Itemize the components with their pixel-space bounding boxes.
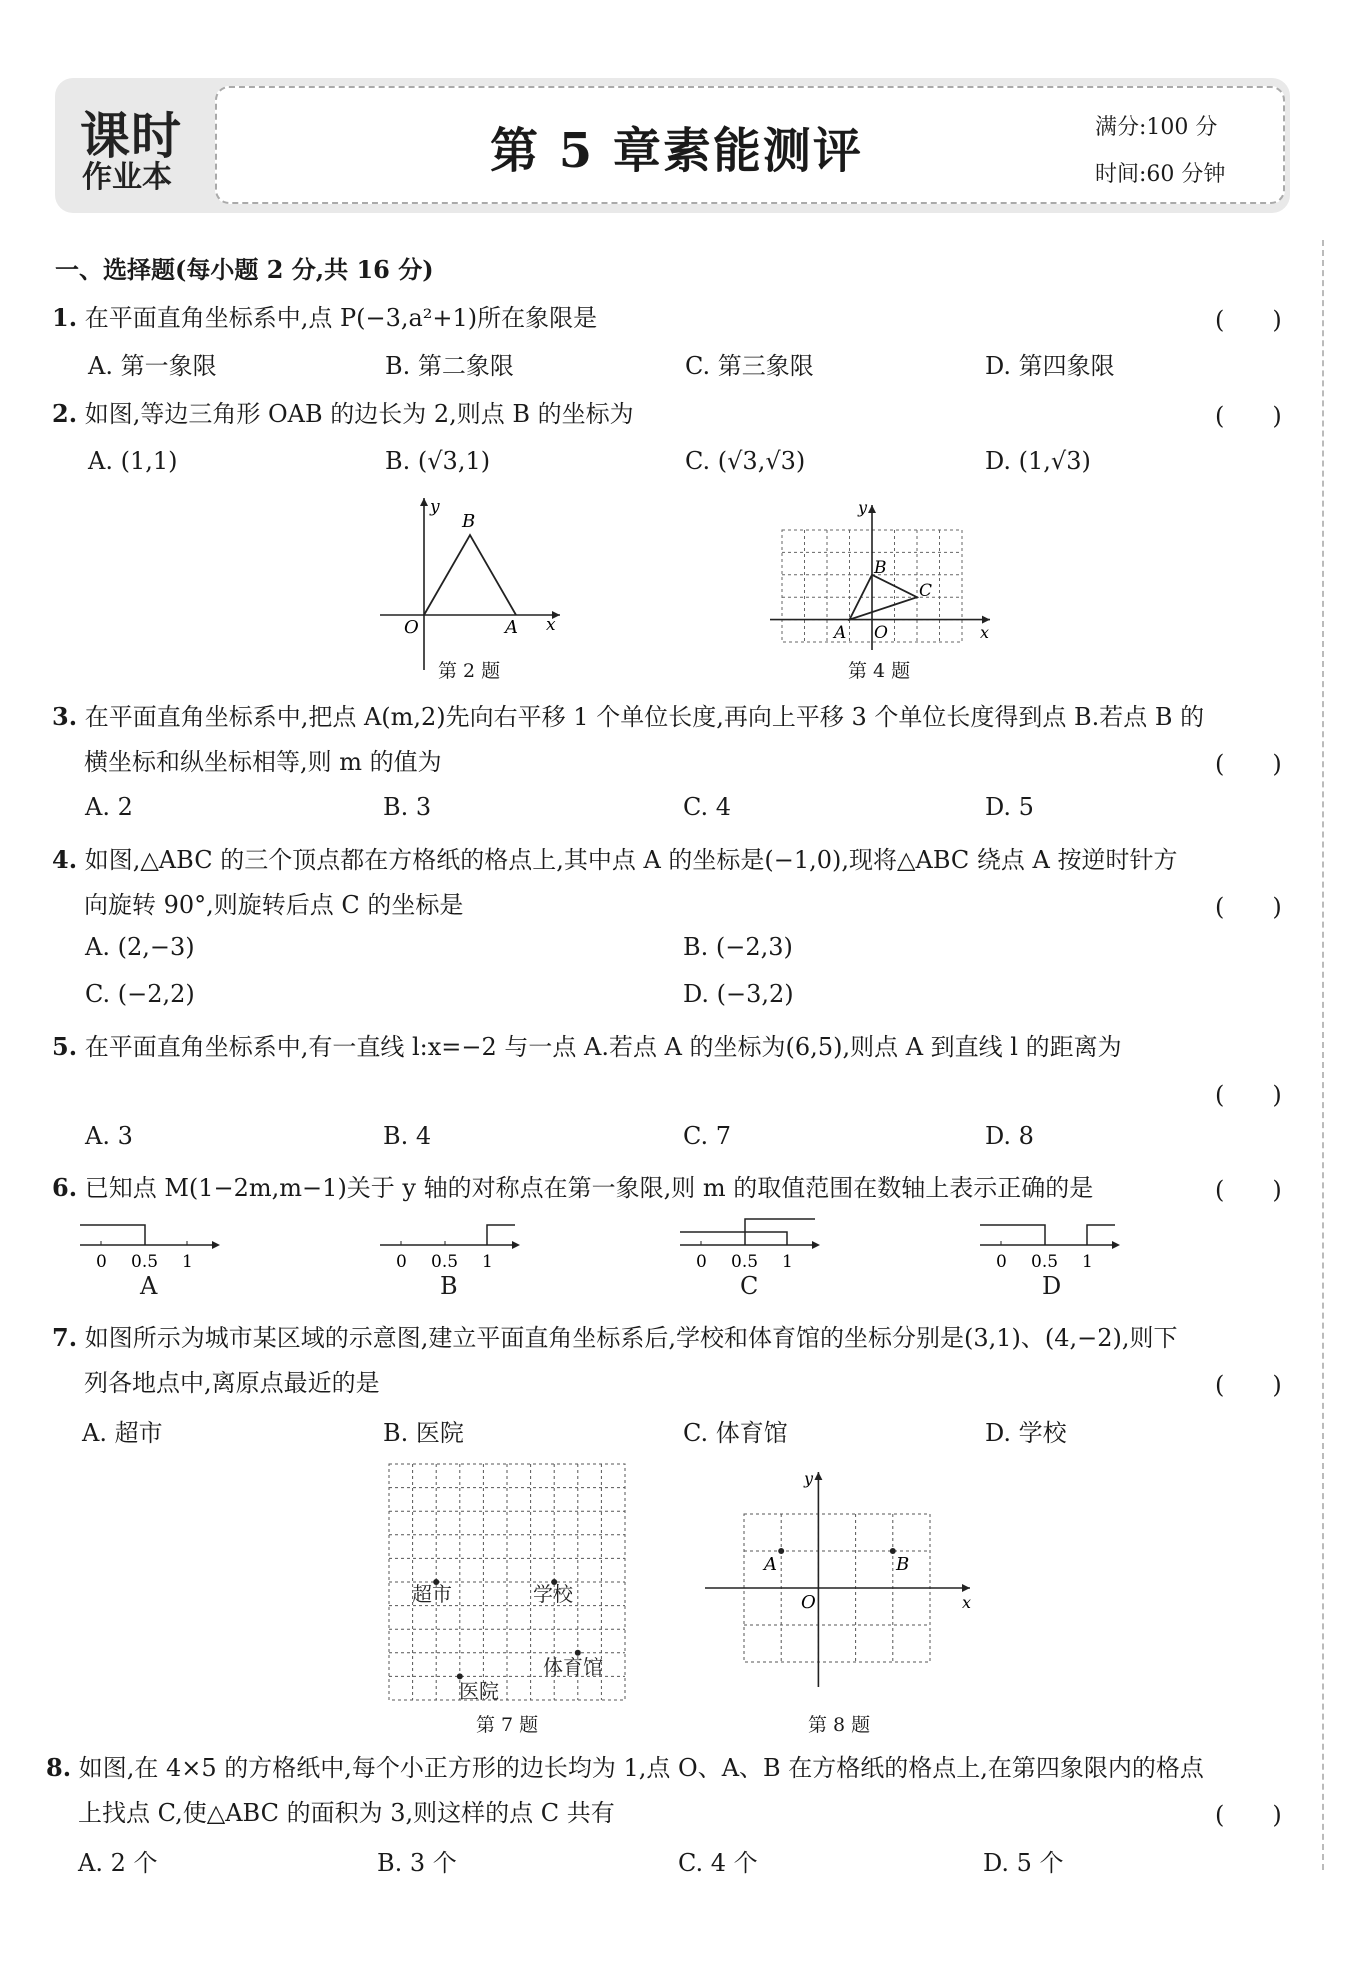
option-a[interactable]: A. 2 (85, 793, 133, 821)
y-label: y (430, 497, 440, 517)
question-2 (52, 394, 634, 429)
question-number: 5. (52, 1032, 78, 1061)
option-a[interactable]: A. 超市 (82, 1419, 163, 1447)
option-d[interactable]: D. (1,√3) (985, 447, 1091, 475)
option-a[interactable]: A. (2,−3) (85, 933, 195, 961)
x-arrow (962, 1584, 970, 1592)
figure-caption: 第 7 题 (476, 1714, 539, 1736)
option-b[interactable]: B. 医院 (383, 1419, 464, 1447)
question-number: 4. (52, 845, 78, 874)
svg-text:0: 0 (396, 1252, 407, 1270)
answer-blank[interactable]: ( ) (1215, 306, 1282, 334)
question-text-cont: 向旋转 90°,则旋转后点 C 的坐标是 (84, 891, 464, 919)
point-b-label: B (874, 558, 887, 578)
question-number: 3. (52, 702, 78, 731)
option-c[interactable]: C. (−2,2) (85, 980, 195, 1008)
x-label: x (546, 615, 556, 635)
numberline-option-b[interactable] (375, 1208, 525, 1270)
option-d[interactable]: D. 5 (985, 793, 1034, 821)
figure-caption: 第 4 题 (848, 660, 911, 682)
point-b (890, 1548, 896, 1554)
question-text: 在平面直角坐标系中,有一直线 l:x=−2 与一点 A.若点 A 的坐标为(6,5),则点 A 到直线 l 的距离为 (84, 1033, 1122, 1061)
point-a (778, 1548, 784, 1554)
time-limit: 时间:60 分钟 (1095, 162, 1226, 187)
option-d[interactable]: D. 第四象限 (985, 352, 1115, 380)
question-1 (52, 298, 597, 333)
question-number: 2. (52, 399, 78, 428)
point-a-label: A (505, 617, 518, 638)
answer-blank[interactable]: ( ) (1215, 750, 1282, 778)
option-d[interactable]: D. 5 个 (983, 1849, 1064, 1877)
option-c[interactable]: C. 7 (683, 1122, 732, 1150)
option-c[interactable]: C. (√3,√3) (685, 447, 806, 475)
svg-text:1: 1 (782, 1252, 793, 1270)
y-arrow (420, 498, 428, 506)
point-b-label: B (896, 1554, 910, 1575)
figure-caption: 第 8 题 (808, 1714, 871, 1736)
option-c[interactable]: C. 4 个 (678, 1849, 758, 1877)
numberline-label-b: B (440, 1272, 458, 1300)
answer-blank[interactable]: ( ) (1215, 893, 1282, 921)
question-5 (52, 1027, 1122, 1062)
logo-text: 课时 (80, 107, 182, 165)
svg-text:0.5: 0.5 (731, 1252, 759, 1270)
figure-q8 (700, 1462, 980, 1702)
question-6 (52, 1168, 1093, 1203)
answer-blank[interactable]: ( ) (1215, 1371, 1282, 1399)
full-score: 满分:100 分 (1095, 115, 1218, 140)
question-number: 8. (46, 1753, 72, 1782)
triangle-oab (424, 535, 516, 615)
triangle-abc (850, 575, 918, 620)
question-text-cont: 上找点 C,使△ABC 的面积为 3,则这样的点 C 共有 (78, 1799, 615, 1827)
option-b[interactable]: B. (√3,1) (385, 447, 491, 475)
answer-blank[interactable]: ( ) (1215, 1081, 1282, 1109)
figure-q4 (760, 495, 1000, 655)
option-c[interactable]: C. 体育馆 (683, 1419, 788, 1447)
svg-text:0: 0 (696, 1252, 707, 1270)
question-4 (52, 840, 1178, 875)
y-label: y (804, 1469, 814, 1488)
question-text-cont: 横坐标和纵坐标相等,则 m 的值为 (84, 748, 442, 776)
svg-text:0: 0 (996, 1252, 1007, 1270)
numberline-option-a[interactable] (75, 1208, 225, 1270)
question-text: 在平面直角坐标系中,点 P(−3,a²+1)所在象限是 (84, 304, 598, 332)
point-a-label: A (764, 1554, 777, 1575)
answer-blank[interactable]: ( ) (1215, 1176, 1282, 1204)
option-b[interactable]: B. 3 (383, 793, 432, 821)
option-d[interactable]: D. 学校 (985, 1419, 1067, 1447)
margin-divider (1322, 240, 1324, 1870)
question-3 (52, 697, 1204, 732)
svg-text:0.5: 0.5 (431, 1252, 459, 1270)
question-number: 6. (52, 1173, 78, 1202)
option-a[interactable]: A. 2 个 (78, 1849, 158, 1877)
svg-text:0: 0 (96, 1252, 107, 1270)
y-arrow (868, 505, 876, 513)
option-a[interactable]: A. (1,1) (88, 447, 178, 475)
y-arrow (814, 1472, 822, 1480)
option-b[interactable]: B. 第二象限 (385, 352, 514, 380)
point-o-label: O (404, 617, 419, 638)
question-8 (46, 1748, 1204, 1783)
option-d[interactable]: D. 8 (985, 1122, 1034, 1150)
svg-text:1: 1 (1082, 1252, 1093, 1270)
page-title: 第 5 章素能测评 (490, 123, 863, 179)
numberline-option-d[interactable] (975, 1208, 1125, 1270)
point-a-label: A (834, 623, 847, 643)
point-o-label: O (874, 623, 888, 643)
svg-text:1: 1 (182, 1252, 193, 1270)
option-c[interactable]: C. 第三象限 (685, 352, 814, 380)
school-label: 学校 (533, 1582, 573, 1606)
x-label: x (980, 623, 990, 642)
logo-subtext: 作业本 (82, 160, 172, 195)
svg-text:0.5: 0.5 (131, 1252, 159, 1270)
option-b[interactable]: B. 4 (383, 1122, 432, 1150)
option-b[interactable]: B. (−2,3) (683, 933, 793, 961)
stadium-label: 体育馆 (543, 1655, 603, 1679)
numberline-label-c: C (740, 1272, 759, 1300)
point-o-label: O (801, 1592, 816, 1613)
svg-text:0.5: 0.5 (1031, 1252, 1059, 1270)
question-text: 已知点 M(1−2m,m−1)关于 y 轴的对称点在第一象限,则 m 的取值范围在数轴上表示正确的是 (84, 1174, 1094, 1202)
y-label: y (858, 498, 868, 517)
point-b-label: B (462, 511, 476, 532)
question-text: 在平面直角坐标系中,把点 A(m,2)先向右平移 1 个单位长度,再向上平移 3 个单位长度得到点 B.若点 B 的 (84, 703, 1205, 731)
numberline-label-d: D (1042, 1272, 1062, 1300)
question-text: 如图所示为城市某区域的示意图,建立平面直角坐标系后,学校和体育馆的坐标分别是(3,1)、(4,−2),则下 (84, 1324, 1178, 1352)
answer-blank[interactable]: ( ) (1215, 1801, 1282, 1829)
numberline-label-a: A (140, 1272, 158, 1300)
question-number: 7. (52, 1323, 78, 1352)
question-text: 如图,等边三角形 OAB 的边长为 2,则点 B 的坐标为 (84, 400, 634, 428)
question-7 (52, 1318, 1178, 1353)
question-text: 如图,在 4×5 的方格纸中,每个小正方形的边长均为 1,点 O、A、B 在方格纸的格点上,在第四象限内的格点 (78, 1754, 1204, 1782)
x-label: x (962, 1593, 972, 1612)
figure-q7-map (385, 1460, 630, 1710)
figure-caption: 第 2 题 (438, 660, 501, 682)
option-a[interactable]: A. 第一象限 (88, 352, 217, 380)
option-c[interactable]: C. 4 (683, 793, 732, 821)
point-c-label: C (919, 581, 933, 601)
question-text-cont: 列各地点中,离原点最近的是 (84, 1369, 380, 1397)
option-d[interactable]: D. (−3,2) (683, 980, 794, 1008)
option-a[interactable]: A. 3 (85, 1122, 133, 1150)
option-b[interactable]: B. 3 个 (377, 1849, 457, 1877)
question-number: 1. (52, 303, 78, 332)
numberline-option-c[interactable] (675, 1208, 825, 1270)
answer-blank[interactable]: ( ) (1215, 402, 1282, 430)
question-text: 如图,△ABC 的三个顶点都在方格纸的格点上,其中点 A 的坐标是(−1,0),现将△ABC 绕点 A 按逆时针方 (84, 846, 1178, 874)
svg-text:1: 1 (482, 1252, 493, 1270)
hospital-label: 医院 (459, 1679, 499, 1703)
supermarket-label: 超市 (412, 1582, 452, 1606)
section-heading: 一、选择题(每小题 2 分,共 16 分) (55, 255, 434, 284)
